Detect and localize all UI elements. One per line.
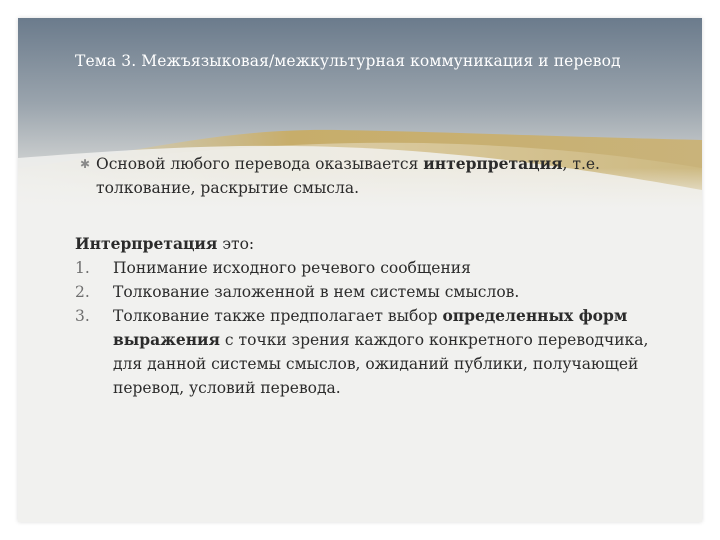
slide (18, 18, 702, 522)
body-text (75, 232, 675, 400)
list-item-text: с точки зрения каждого конкретного переводчика, для данной системы смыслов, ожиданий публики, получающей перевод, условий перевода. (113, 331, 649, 397)
bullet-text (96, 152, 680, 200)
bullet-emphasis: интерпретация (423, 154, 563, 173)
list-number: 1. (75, 259, 90, 277)
slide-title: Тема 3. Межъязыковая/межкультурная коммуникация и перевод (75, 52, 621, 70)
list-item-emphasis: определенных форм выражения (113, 306, 628, 349)
list-number: 3. (75, 307, 90, 325)
heading-rest: это: (217, 235, 255, 253)
bullet-point (80, 152, 680, 200)
list-item (75, 256, 675, 280)
list-item (75, 304, 675, 400)
list-item (75, 280, 675, 304)
list-item-text: Толкование заложенной в нем системы смыслов. (113, 283, 520, 301)
asterisk-icon: ✱ (80, 157, 91, 171)
list-item-text: Понимание исходного речевого сообщения (113, 259, 471, 277)
body-heading (75, 232, 675, 256)
heading-term: Интерпретация (75, 234, 218, 253)
bullet-text-part: Основой любого перевода оказывается (96, 155, 424, 173)
list-number: 2. (75, 283, 90, 301)
bullet-text-part: , т.е. толкование, раскрытие смысла. (96, 155, 600, 197)
list-item-text: Толкование также предполагает выбор (113, 307, 443, 325)
numbered-list (75, 256, 675, 400)
